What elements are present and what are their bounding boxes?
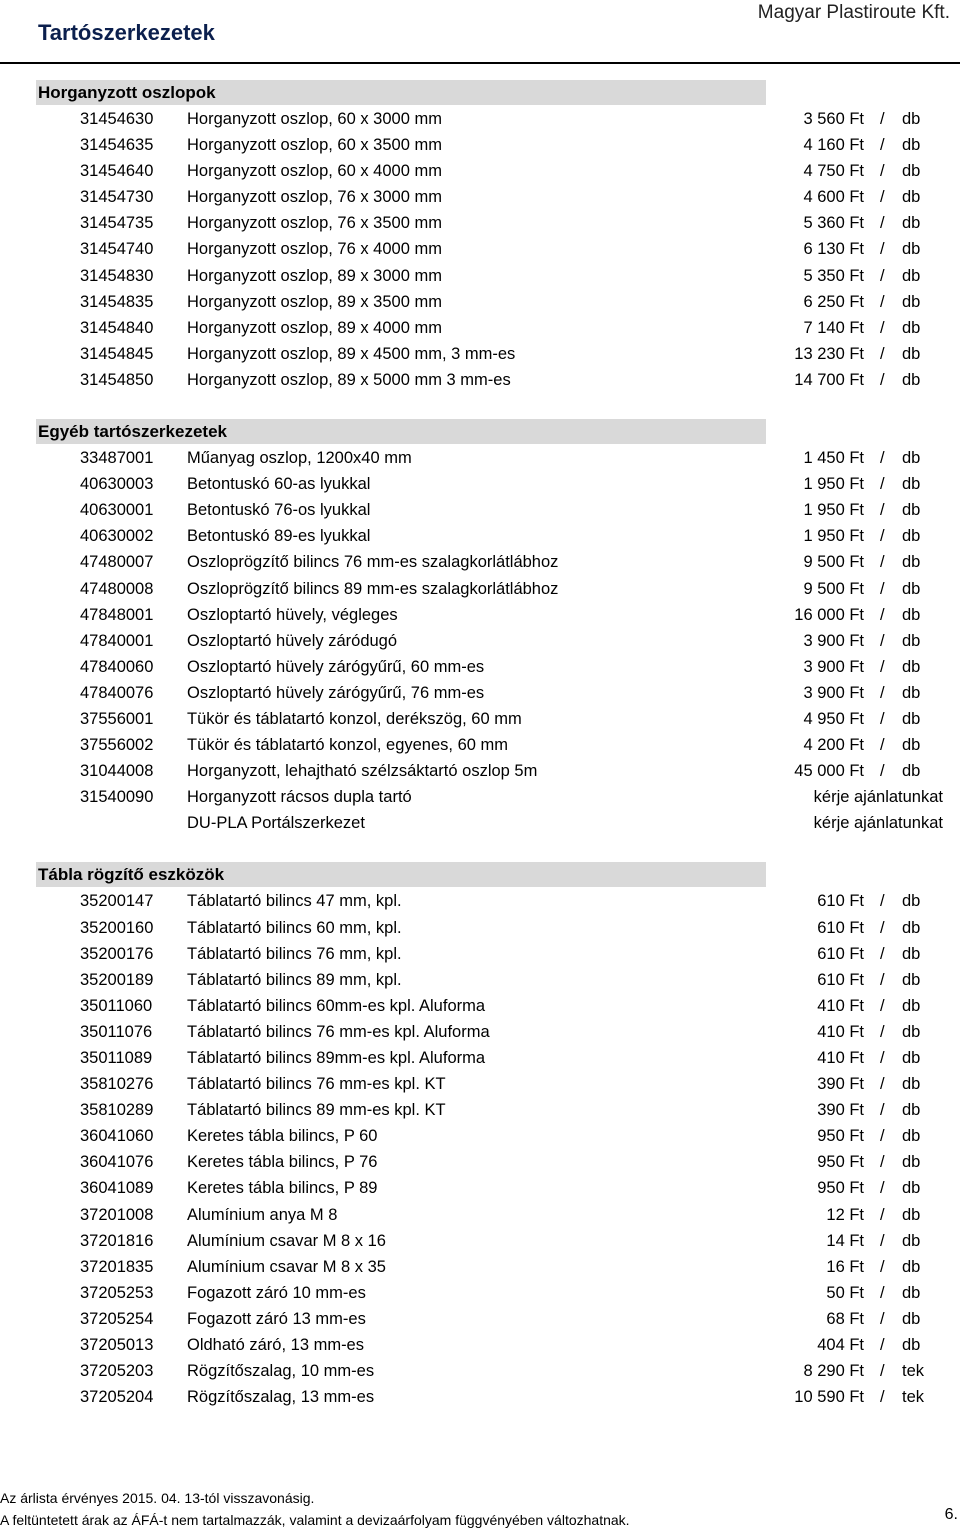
- item-name: Táblatartó bilincs 76 mm-es kpl. KT: [187, 1075, 446, 1094]
- item-code: 31454830: [80, 266, 154, 285]
- item-name: Keretes tábla bilincs, P 89: [187, 1179, 378, 1198]
- unit-separator: /: [880, 918, 885, 937]
- item-price: 14 700 Ft: [794, 370, 864, 389]
- item-code: 37205013: [80, 1336, 154, 1355]
- item-code: 36041089: [80, 1179, 154, 1198]
- item-name: Műanyag oszlop, 1200x40 mm: [187, 449, 412, 468]
- item-price: 16 Ft: [826, 1257, 864, 1276]
- price-section: [0, 419, 960, 836]
- unit-separator: /: [880, 996, 885, 1015]
- item-unit: db: [902, 553, 921, 572]
- item-price: 50 Ft: [826, 1283, 864, 1302]
- item-name: Betontuskó 76-os lyukkal: [187, 501, 371, 520]
- item-name: Tükör és táblatartó konzol, derékszög, 60 mm: [187, 709, 522, 728]
- item-name: DU-PLA Portálszerkezet: [187, 814, 365, 833]
- unit-separator: /: [880, 579, 885, 598]
- price-row: [0, 1332, 960, 1358]
- item-code: 47840001: [80, 631, 154, 650]
- unit-separator: /: [880, 449, 885, 468]
- unit-separator: /: [880, 892, 885, 911]
- price-row: [0, 523, 960, 549]
- item-price: 4 600 Ft: [803, 188, 864, 207]
- price-row: [0, 732, 960, 758]
- unit-separator: /: [880, 240, 885, 259]
- item-unit: db: [902, 110, 921, 128]
- item-name: Horganyzott oszlop, 89 x 3500 mm: [187, 292, 442, 311]
- item-code: 47480008: [80, 579, 154, 598]
- unit-separator: /: [880, 709, 885, 728]
- item-price: 950 Ft: [817, 1153, 864, 1172]
- price-row: [0, 1358, 960, 1384]
- item-unit: db: [902, 996, 921, 1015]
- section-heading: Tábla rögzítő eszközök: [36, 862, 766, 887]
- item-code: 47848001: [80, 605, 154, 624]
- price-row: [0, 289, 960, 315]
- item-name: Oldható záró, 13 mm-es: [187, 1336, 364, 1355]
- item-price: 950 Ft: [817, 1179, 864, 1198]
- item-code: 31454840: [80, 318, 154, 337]
- item-name: Táblatartó bilincs 47 mm, kpl.: [187, 892, 402, 911]
- item-unit: db: [902, 344, 921, 363]
- price-row: [0, 1123, 960, 1149]
- unit-separator: /: [880, 527, 885, 546]
- item-price: 68 Ft: [826, 1309, 864, 1328]
- item-price: 45 000 Ft: [794, 762, 864, 781]
- item-price: 10 590 Ft: [794, 1388, 864, 1407]
- item-unit: db: [902, 579, 921, 598]
- item-price: 12 Ft: [826, 1205, 864, 1224]
- item-unit: db: [902, 1101, 921, 1120]
- item-name: Alumínium csavar M 8 x 16: [187, 1231, 386, 1250]
- item-code: 31454630: [80, 110, 154, 128]
- item-price: 610 Ft: [817, 918, 864, 937]
- item-name: Fogazott záró 13 mm-es: [187, 1309, 366, 1328]
- price-row: [0, 106, 960, 132]
- item-unit: db: [902, 318, 921, 337]
- item-code: 40630001: [80, 501, 154, 520]
- item-name: Alumínium csavar M 8 x 35: [187, 1257, 386, 1276]
- unit-separator: /: [880, 162, 885, 181]
- item-name: Oszloptartó hüvely, végleges: [187, 605, 398, 624]
- item-name: Horganyzott oszlop, 60 x 3000 mm: [187, 110, 442, 128]
- item-code: 37201008: [80, 1205, 154, 1224]
- item-price: 4 160 Ft: [803, 136, 864, 155]
- item-unit: db: [902, 657, 921, 676]
- item-unit: db: [902, 1022, 921, 1041]
- item-price: 410 Ft: [817, 996, 864, 1015]
- item-code: 36041076: [80, 1153, 154, 1172]
- item-unit: db: [902, 370, 921, 389]
- item-code: 37205253: [80, 1283, 154, 1302]
- item-code: 31454735: [80, 214, 154, 233]
- item-code: 37205204: [80, 1388, 154, 1407]
- item-quote: kérje ajánlatunkat: [813, 814, 943, 833]
- item-unit: db: [902, 1257, 921, 1276]
- price-list: [0, 80, 960, 1436]
- unit-separator: /: [880, 1022, 885, 1041]
- price-row: [0, 236, 960, 262]
- item-name: Oszloptartó hüvely zárógyűrű, 76 mm-es: [187, 683, 485, 702]
- unit-separator: /: [880, 292, 885, 311]
- price-row: [0, 132, 960, 158]
- price-row: [0, 1097, 960, 1123]
- item-name: Táblatartó bilincs 89 mm-es kpl. KT: [187, 1101, 446, 1120]
- item-price: 4 750 Ft: [803, 162, 864, 181]
- item-code: 37205254: [80, 1309, 154, 1328]
- unit-separator: /: [880, 1127, 885, 1146]
- item-unit: db: [902, 501, 921, 520]
- price-row: [0, 184, 960, 210]
- item-price: 14 Ft: [826, 1231, 864, 1250]
- item-price: 3 900 Ft: [803, 683, 864, 702]
- item-name: Horganyzott oszlop, 89 x 5000 mm 3 mm-es: [187, 370, 511, 389]
- item-unit: db: [902, 1127, 921, 1146]
- item-price: 16 000 Ft: [794, 605, 864, 624]
- price-row: [0, 888, 960, 914]
- unit-separator: /: [880, 214, 885, 233]
- item-name: Keretes tábla bilincs, P 76: [187, 1153, 378, 1172]
- price-row: [0, 680, 960, 706]
- item-name: Horganyzott oszlop, 89 x 3000 mm: [187, 266, 442, 285]
- unit-separator: /: [880, 553, 885, 572]
- item-name: Táblatartó bilincs 60mm-es kpl. Aluforma: [187, 996, 486, 1015]
- item-name: Táblatartó bilincs 89 mm, kpl.: [187, 970, 402, 989]
- item-price: 610 Ft: [817, 944, 864, 963]
- item-name: Horganyzott oszlop, 60 x 4000 mm: [187, 162, 442, 181]
- item-unit: tek: [902, 1362, 925, 1381]
- price-row: [0, 1384, 960, 1410]
- item-price: 13 230 Ft: [794, 344, 864, 363]
- unit-separator: /: [880, 344, 885, 363]
- item-unit: db: [902, 1231, 921, 1250]
- price-row: [0, 941, 960, 967]
- item-price: 3 900 Ft: [803, 657, 864, 676]
- price-row: [0, 1019, 960, 1045]
- item-price: 390 Ft: [817, 1101, 864, 1120]
- item-unit: tek: [902, 1388, 925, 1407]
- item-unit: db: [902, 631, 921, 650]
- item-price: 5 360 Ft: [803, 214, 864, 233]
- item-code: 36041060: [80, 1127, 154, 1146]
- item-code: 31540090: [80, 788, 154, 807]
- item-price: 7 140 Ft: [803, 318, 864, 337]
- item-code: 31454730: [80, 188, 154, 207]
- item-price: 8 290 Ft: [803, 1362, 864, 1381]
- item-unit: db: [902, 605, 921, 624]
- item-unit: db: [902, 762, 921, 781]
- unit-separator: /: [880, 762, 885, 781]
- item-code: 35810289: [80, 1101, 154, 1120]
- item-name: Horganyzott rácsos dupla tartó: [187, 788, 412, 807]
- item-price: 4 200 Ft: [803, 736, 864, 755]
- unit-separator: /: [880, 1362, 885, 1381]
- unit-separator: /: [880, 1101, 885, 1120]
- price-row: [0, 602, 960, 628]
- unit-separator: /: [880, 683, 885, 702]
- item-name: Tükör és táblatartó konzol, egyenes, 60 mm: [187, 736, 508, 755]
- item-code: 35810276: [80, 1075, 154, 1094]
- price-row: [0, 263, 960, 289]
- price-row: [0, 445, 960, 471]
- item-code: 47840060: [80, 657, 154, 676]
- item-code: 35011089: [80, 1049, 153, 1067]
- item-code: 31044008: [80, 762, 154, 781]
- item-unit: db: [902, 162, 921, 181]
- item-code: 35200160: [80, 918, 154, 937]
- item-code: 37205203: [80, 1362, 154, 1381]
- item-unit: db: [902, 1049, 921, 1067]
- item-code: 31454845: [80, 344, 154, 363]
- item-unit: db: [902, 683, 921, 702]
- item-code: 40630003: [80, 475, 154, 494]
- item-price: 1 950 Ft: [803, 527, 864, 546]
- item-code: 31454635: [80, 136, 154, 155]
- unit-separator: /: [880, 1257, 885, 1276]
- price-row: [0, 784, 960, 810]
- price-row: [0, 367, 960, 393]
- item-code: 40630002: [80, 527, 154, 546]
- item-price: 610 Ft: [817, 970, 864, 989]
- item-name: Alumínium anya M 8: [187, 1205, 338, 1224]
- item-code: 35200189: [80, 970, 154, 989]
- item-code: 35011060: [80, 996, 153, 1015]
- item-unit: db: [902, 136, 921, 155]
- unit-separator: /: [880, 657, 885, 676]
- item-price: 4 950 Ft: [803, 709, 864, 728]
- item-unit: db: [902, 1075, 921, 1094]
- section-heading: Egyéb tartószerkezetek: [36, 419, 766, 444]
- price-row: [0, 549, 960, 575]
- item-unit: db: [902, 736, 921, 755]
- section-heading: Horganyzott oszlopok: [36, 80, 766, 105]
- unit-separator: /: [880, 1336, 885, 1355]
- item-code: 35011076: [80, 1022, 153, 1041]
- price-row: [0, 1175, 960, 1201]
- unit-separator: /: [880, 736, 885, 755]
- item-unit: db: [902, 918, 921, 937]
- item-price: 410 Ft: [817, 1022, 864, 1041]
- price-row: [0, 1254, 960, 1280]
- item-price: 1 450 Ft: [803, 449, 864, 468]
- item-price: 410 Ft: [817, 1049, 864, 1067]
- item-code: 31454850: [80, 370, 154, 389]
- item-unit: db: [902, 892, 921, 911]
- price-row: [0, 1228, 960, 1254]
- item-name: Rögzítőszalag, 10 mm-es: [187, 1362, 375, 1381]
- price-section: [0, 862, 960, 1410]
- item-code: 35200147: [80, 892, 154, 911]
- item-name: Oszloptartó hüvely záródugó: [187, 631, 398, 650]
- price-row: [0, 497, 960, 523]
- price-row: [0, 967, 960, 993]
- item-unit: db: [902, 475, 921, 494]
- price-row: [0, 1280, 960, 1306]
- price-row: [0, 1045, 960, 1071]
- item-code: 31454640: [80, 162, 154, 181]
- item-name: Táblatartó bilincs 76 mm-es kpl. Aluforma: [187, 1022, 490, 1041]
- item-name: Betontuskó 60-as lyukkal: [187, 475, 371, 494]
- price-row: [0, 471, 960, 497]
- item-name: Táblatartó bilincs 60 mm, kpl.: [187, 918, 402, 937]
- item-price: 610 Ft: [817, 892, 864, 911]
- price-section: [0, 80, 960, 393]
- unit-separator: /: [880, 1075, 885, 1094]
- unit-separator: /: [880, 1309, 885, 1328]
- unit-separator: /: [880, 266, 885, 285]
- item-price: 390 Ft: [817, 1075, 864, 1094]
- item-unit: db: [902, 1309, 921, 1328]
- item-unit: db: [902, 1153, 921, 1172]
- item-price: 9 500 Ft: [803, 553, 864, 572]
- item-price: 1 950 Ft: [803, 501, 864, 520]
- price-row: [0, 628, 960, 654]
- unit-separator: /: [880, 1231, 885, 1250]
- unit-separator: /: [880, 1388, 885, 1407]
- price-row: [0, 341, 960, 367]
- item-price: 6 130 Ft: [803, 240, 864, 259]
- item-name: Horganyzott oszlop, 76 x 3000 mm: [187, 188, 442, 207]
- price-row: [0, 1071, 960, 1097]
- item-name: Horganyzott oszlop, 76 x 4000 mm: [187, 240, 442, 259]
- unit-separator: /: [880, 970, 885, 989]
- item-unit: db: [902, 449, 921, 468]
- item-price: 9 500 Ft: [803, 579, 864, 598]
- item-price: 3 560 Ft: [803, 110, 864, 128]
- unit-separator: /: [880, 944, 885, 963]
- item-name: Horganyzott oszlop, 89 x 4000 mm: [187, 318, 442, 337]
- price-row: [0, 993, 960, 1019]
- price-row: [0, 915, 960, 941]
- unit-separator: /: [880, 136, 885, 155]
- item-unit: db: [902, 944, 921, 963]
- item-code: 31454740: [80, 240, 154, 259]
- item-code: 37556002: [80, 736, 154, 755]
- item-name: Táblatartó bilincs 89mm-es kpl. Aluforma: [187, 1049, 486, 1067]
- price-row: [0, 758, 960, 784]
- unit-separator: /: [880, 110, 885, 128]
- item-name: Keretes tábla bilincs, P 60: [187, 1127, 378, 1146]
- company-name: Magyar Plastiroute Kft.: [757, 2, 950, 23]
- unit-separator: /: [880, 475, 885, 494]
- unit-separator: /: [880, 1049, 885, 1067]
- item-unit: db: [902, 1336, 921, 1355]
- price-row: [0, 810, 960, 836]
- item-unit: db: [902, 266, 921, 285]
- unit-separator: /: [880, 370, 885, 389]
- item-code: 37201816: [80, 1231, 154, 1250]
- item-code: 33487001: [80, 449, 154, 468]
- price-row: [0, 1306, 960, 1332]
- item-unit: db: [902, 1205, 921, 1224]
- item-unit: db: [902, 214, 921, 233]
- item-name: Horganyzott oszlop, 89 x 4500 mm, 3 mm-es: [187, 344, 516, 363]
- item-unit: db: [902, 240, 921, 259]
- page-header: [0, 0, 960, 64]
- item-unit: db: [902, 970, 921, 989]
- unit-separator: /: [880, 631, 885, 650]
- item-name: Rögzítőszalag, 13 mm-es: [187, 1388, 375, 1407]
- item-quote: kérje ajánlatunkat: [813, 788, 943, 807]
- price-row: [0, 1202, 960, 1228]
- unit-separator: /: [880, 1205, 885, 1224]
- item-price: 5 350 Ft: [803, 266, 864, 285]
- unit-separator: /: [880, 501, 885, 520]
- price-row: [0, 576, 960, 602]
- item-price: 3 900 Ft: [803, 631, 864, 650]
- item-unit: db: [902, 527, 921, 546]
- unit-separator: /: [880, 188, 885, 207]
- item-name: Oszloprögzítő bilincs 76 mm-es szalagkorlátlábhoz: [187, 553, 559, 572]
- item-name: Horganyzott, lehajtható szélzsáktartó oszlop 5m: [187, 762, 538, 781]
- item-name: Táblatartó bilincs 76 mm, kpl.: [187, 944, 402, 963]
- unit-separator: /: [880, 1283, 885, 1302]
- item-unit: db: [902, 292, 921, 311]
- item-name: Horganyzott oszlop, 76 x 3500 mm: [187, 214, 442, 233]
- price-row: [0, 158, 960, 184]
- item-unit: db: [902, 709, 921, 728]
- item-name: Oszloprögzítő bilincs 89 mm-es szalagkorlátlábhoz: [187, 579, 559, 598]
- item-price: 404 Ft: [817, 1336, 864, 1355]
- item-name: Betontuskó 89-es lyukkal: [187, 527, 371, 546]
- item-code: 47840076: [80, 683, 154, 702]
- page-number: 6.: [944, 1506, 958, 1523]
- item-name: Fogazott záró 10 mm-es: [187, 1283, 366, 1302]
- price-row: [0, 315, 960, 341]
- item-code: 37201835: [80, 1257, 154, 1276]
- unit-separator: /: [880, 605, 885, 624]
- price-row: [0, 1149, 960, 1175]
- item-code: 47480007: [80, 553, 154, 572]
- item-name: Oszloptartó hüvely zárógyűrű, 60 mm-es: [187, 657, 485, 676]
- price-row: [0, 654, 960, 680]
- validity-note: Az árlista érvényes 2015. 04. 13-tól visszavonásig.: [0, 1490, 315, 1506]
- price-row: [0, 706, 960, 732]
- item-code: 31454835: [80, 292, 154, 311]
- unit-separator: /: [880, 1179, 885, 1198]
- unit-separator: /: [880, 318, 885, 337]
- item-price: 6 250 Ft: [803, 292, 864, 311]
- item-unit: db: [902, 1179, 921, 1198]
- item-code: 37556001: [80, 709, 154, 728]
- item-unit: db: [902, 1283, 921, 1302]
- price-row: [0, 210, 960, 236]
- unit-separator: /: [880, 1153, 885, 1172]
- item-code: 35200176: [80, 944, 154, 963]
- item-name: Horganyzott oszlop, 60 x 3500 mm: [187, 136, 442, 155]
- vat-note: A feltüntetett árak az ÁFÁ-t nem tartalmazzák, valamint a devizaárfolyam függvényében változhatnak.: [0, 1512, 630, 1528]
- item-price: 950 Ft: [817, 1127, 864, 1146]
- item-price: 1 950 Ft: [803, 475, 864, 494]
- page-title: Tartószerkezetek: [38, 20, 215, 45]
- item-unit: db: [902, 188, 921, 207]
